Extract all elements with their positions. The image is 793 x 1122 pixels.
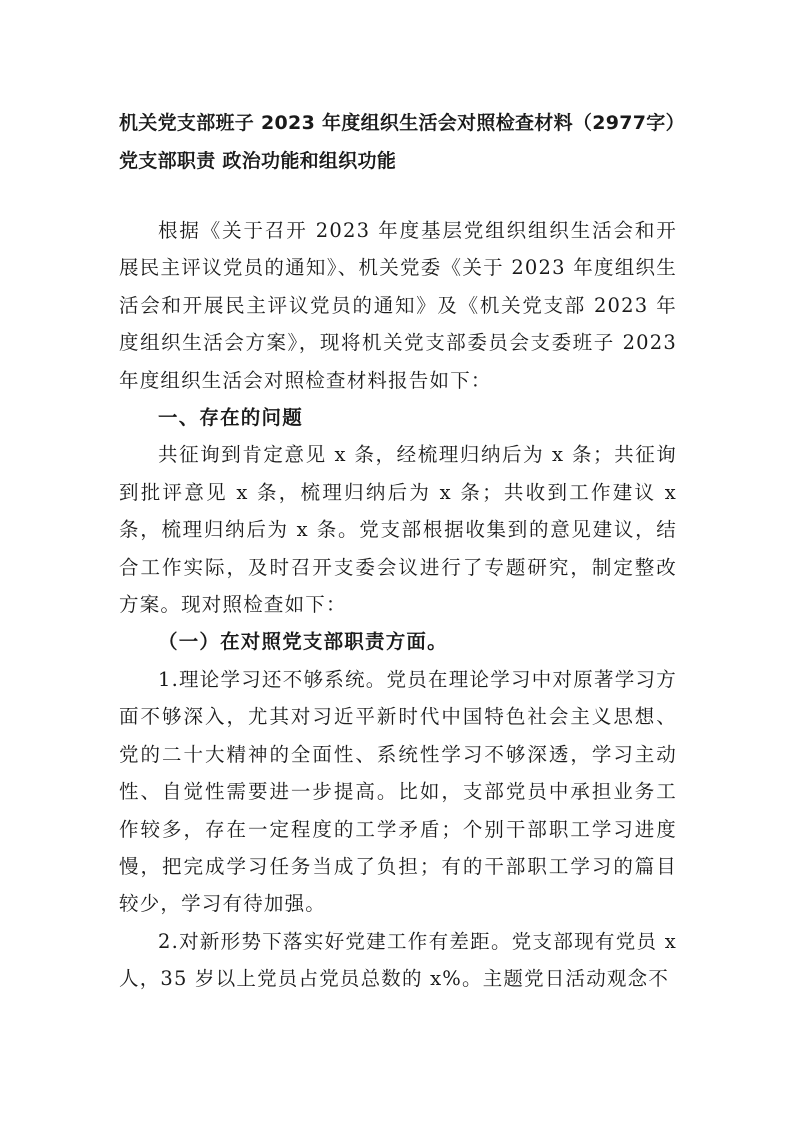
document-title: 机关党支部班子 2023 年度组织生活会对照检查材料（2977字）党支部职责 政治功能和组织功能 xyxy=(119,112,676,172)
section-heading-problems: 一、存在的问题 xyxy=(158,406,303,430)
document-body xyxy=(119,212,677,998)
item-paragraph-theory-study: 1.理论学习还不够系统。党员在理论学习中对原著学习方面不够深入，尤其对习近平新时代中国特色社会主义思想、党的二十大精神的全面性、系统性学习不够深透，学习主动性、自觉性需要进一步提高。比如，支部党员中承担业务工作较多，存在一定程度的工学矛盾；个别干部职工学习进度慢，把完成学习任务当成了负担；有的干部职工学习的篇目较少，学习有待加强。 xyxy=(119,667,677,916)
section-paragraph-feedback: 共征询到肯定意见 x 条，经梳理归纳后为 x 条；共征询到批评意见 x 条，梳理归纳后为 x 条；共收到工作建议 x 条，梳理归纳后为 x 条。党支部根据收集到的意见建议，结合工作实际，及时召开支委会议进行了专题研究，制定整改方案。现对照检查如下： xyxy=(119,443,677,617)
subsection-heading-duties: （一）在对照党支部职责方面。 xyxy=(158,630,448,654)
item-paragraph-party-building: 2.对新形势下落实好党建工作有差距。党支部现有党员 x 人，35 岁以上党员占党员总数的 x%。主题党日活动观念不 xyxy=(119,929,677,991)
intro-paragraph: 根据《关于召开 2023 年度基层党组织组织生活会和开展民主评议党员的通知》、机关党委《关于 2023 年度组织生活会和开展民主评议党员的通知》及《机关党支部 2023 年度组织生活会方案》，现将机关党支部委员会支委班子 2023 年度组织生活会对照检查材料报告如下： xyxy=(119,219,677,392)
